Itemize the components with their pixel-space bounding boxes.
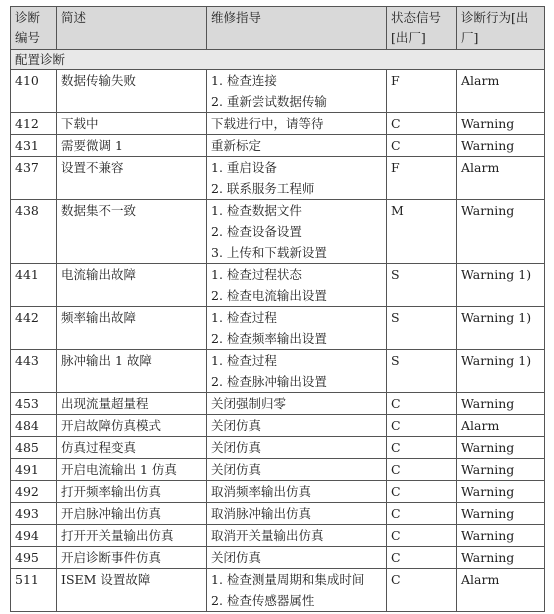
table-row xyxy=(11,135,545,157)
diagnostic-behavior: Warning xyxy=(457,481,545,503)
diagnostic-code: 438 xyxy=(11,200,57,264)
diagnostic-code: 412 xyxy=(11,113,57,135)
diagnostic-code: 442 xyxy=(11,307,57,350)
remedy-cell xyxy=(207,481,387,503)
remedy-cell xyxy=(207,525,387,547)
status-signal: F xyxy=(387,157,457,200)
table-row xyxy=(11,503,545,525)
diagnostic-summary: 设置不兼容 xyxy=(57,157,207,200)
header-status-line: 状态信号 xyxy=(391,10,442,25)
remedy-step: 2. 检查传感器属性 xyxy=(211,593,315,608)
table-row xyxy=(11,547,545,569)
remedy-cell xyxy=(207,113,387,135)
status-signal: C xyxy=(387,481,457,503)
table-row xyxy=(11,569,545,612)
status-signal: C xyxy=(387,437,457,459)
remedy-cell xyxy=(207,569,387,612)
diagnostic-behavior: Alarm xyxy=(457,70,545,113)
diagnostic-behavior: Alarm xyxy=(457,415,545,437)
diagnostic-behavior: Warning 1) xyxy=(457,350,545,393)
diagnostic-summary: 频率输出故障 xyxy=(57,307,207,350)
diagnostic-code: 495 xyxy=(11,547,57,569)
diagnostic-summary: 电流输出故障 xyxy=(57,264,207,307)
remedy-step: 2. 联系服务工程师 xyxy=(211,181,315,196)
status-signal: C xyxy=(387,569,457,612)
remedy-cell xyxy=(207,437,387,459)
diagnostic-code: 431 xyxy=(11,135,57,157)
remedy-cell xyxy=(207,350,387,393)
table-body xyxy=(11,50,545,612)
diagnostic-behavior: Warning 1) xyxy=(457,307,545,350)
remedy-step: 取消脉冲输出仿真 xyxy=(211,506,312,521)
status-signal: C xyxy=(387,415,457,437)
section-title: 配置诊断 xyxy=(11,50,545,70)
remedy-cell xyxy=(207,264,387,307)
diagnostic-summary: 数据集不一致 xyxy=(57,200,207,264)
status-signal: S xyxy=(387,350,457,393)
remedy-step: 3. 上传和下载新设置 xyxy=(211,245,327,260)
table-row xyxy=(11,350,545,393)
remedy-cell xyxy=(207,70,387,113)
header-behavior-line: 厂] xyxy=(461,30,479,45)
remedy-step: 关闭仿真 xyxy=(211,440,262,455)
section-row xyxy=(11,50,545,70)
diagnostic-behavior: Warning xyxy=(457,200,545,264)
diagnostic-behavior: Warning xyxy=(457,525,545,547)
remedy-cell xyxy=(207,459,387,481)
remedy-cell xyxy=(207,415,387,437)
header-status-line: [出厂] xyxy=(391,30,426,45)
remedy-cell xyxy=(207,547,387,569)
status-signal: S xyxy=(387,264,457,307)
remedy-cell xyxy=(207,200,387,264)
diagnostic-behavior: Warning xyxy=(457,547,545,569)
remedy-cell xyxy=(207,157,387,200)
remedy-step: 1. 检查过程状态 xyxy=(211,267,302,282)
status-signal: M xyxy=(387,200,457,264)
header-code-line: 编号 xyxy=(15,30,41,45)
diagnostic-summary: 仿真过程变真 xyxy=(57,437,207,459)
remedy-step: 关闭仿真 xyxy=(211,418,262,433)
remedy-step: 1. 检查过程 xyxy=(211,310,277,325)
table-row xyxy=(11,525,545,547)
status-signal: C xyxy=(387,459,457,481)
diagnostic-code: 441 xyxy=(11,264,57,307)
remedy-step: 1. 检查数据文件 xyxy=(211,203,302,218)
remedy-step: 关闭仿真 xyxy=(211,550,262,565)
table-row xyxy=(11,264,545,307)
remedy-cell xyxy=(207,393,387,415)
remedy-step: 2. 重新尝试数据传输 xyxy=(211,94,327,109)
table-row xyxy=(11,113,545,135)
remedy-cell xyxy=(207,135,387,157)
diagnostic-code: 492 xyxy=(11,481,57,503)
diagnostic-code: 485 xyxy=(11,437,57,459)
diagnostic-behavior: Warning xyxy=(457,437,545,459)
remedy-step: 取消频率输出仿真 xyxy=(211,484,312,499)
diagnostic-behavior: Warning 1) xyxy=(457,264,545,307)
header-summary: 简述 xyxy=(57,7,207,50)
header-remedy: 维修指导 xyxy=(207,7,387,50)
table-row xyxy=(11,481,545,503)
header-behavior xyxy=(457,7,545,50)
diagnostic-behavior: Warning xyxy=(457,459,545,481)
diagnostic-behavior: Alarm xyxy=(457,157,545,200)
diagnostic-behavior: Alarm xyxy=(457,569,545,612)
status-signal: C xyxy=(387,393,457,415)
table-row xyxy=(11,393,545,415)
diagnostic-summary: 出现流量超量程 xyxy=(57,393,207,415)
diagnostic-behavior: Warning xyxy=(457,393,545,415)
remedy-step: 1. 检查测量周期和集成时间 xyxy=(211,572,365,587)
diagnostic-summary: 打开频率输出仿真 xyxy=(57,481,207,503)
remedy-step: 1. 检查过程 xyxy=(211,353,277,368)
remedy-step: 2. 检查电流输出设置 xyxy=(211,288,327,303)
remedy-step: 2. 检查脉冲输出设置 xyxy=(211,374,327,389)
diagnostic-code: 453 xyxy=(11,393,57,415)
header-code-line: 诊断 xyxy=(15,10,41,25)
table-row xyxy=(11,415,545,437)
diagnostic-code: 443 xyxy=(11,350,57,393)
remedy-step: 2. 检查频率输出设置 xyxy=(211,331,327,346)
remedy-step: 重新标定 xyxy=(211,138,262,153)
table-row xyxy=(11,70,545,113)
diagnostic-summary: 数据传输失败 xyxy=(57,70,207,113)
status-signal: C xyxy=(387,135,457,157)
diagnostic-code: 410 xyxy=(11,70,57,113)
header-code xyxy=(11,7,57,50)
remedy-step: 取消开关量输出仿真 xyxy=(211,528,324,543)
table-row xyxy=(11,437,545,459)
header-status-signal xyxy=(387,7,457,50)
diagnostic-summary: 需要微调 1 xyxy=(57,135,207,157)
status-signal: C xyxy=(387,547,457,569)
remedy-step: 下载进行中，请等待 xyxy=(211,116,324,131)
diagnostic-code: 493 xyxy=(11,503,57,525)
remedy-cell xyxy=(207,503,387,525)
diagnostic-code: 484 xyxy=(11,415,57,437)
table-row xyxy=(11,307,545,350)
remedy-step: 1. 检查连接 xyxy=(211,73,277,88)
status-signal: C xyxy=(387,113,457,135)
status-signal: S xyxy=(387,307,457,350)
table-row xyxy=(11,157,545,200)
diagnostic-summary: 开启诊断事件仿真 xyxy=(57,547,207,569)
diagnostic-code: 491 xyxy=(11,459,57,481)
diagnostic-code: 511 xyxy=(11,569,57,612)
diagnostic-summary: 脉冲输出 1 故障 xyxy=(57,350,207,393)
diagnostic-code: 437 xyxy=(11,157,57,200)
diagnostics-table xyxy=(10,6,545,612)
remedy-step: 关闭仿真 xyxy=(211,462,262,477)
remedy-step: 关闭强制归零 xyxy=(211,396,287,411)
diagnostic-behavior: Warning xyxy=(457,135,545,157)
diagnostic-code: 494 xyxy=(11,525,57,547)
remedy-cell xyxy=(207,307,387,350)
remedy-step: 1. 重启设备 xyxy=(211,160,277,175)
diagnostic-summary: 打开开关量输出仿真 xyxy=(57,525,207,547)
diagnostic-summary: 开启故障仿真模式 xyxy=(57,415,207,437)
table-row xyxy=(11,200,545,264)
header-behavior-line: 诊断行为[出 xyxy=(461,10,529,25)
diagnostic-summary: ISEM 设置故障 xyxy=(57,569,207,612)
status-signal: C xyxy=(387,525,457,547)
diagnostic-summary: 开启脉冲输出仿真 xyxy=(57,503,207,525)
diagnostic-behavior: Warning xyxy=(457,113,545,135)
table-row xyxy=(11,459,545,481)
status-signal: F xyxy=(387,70,457,113)
diagnostic-behavior: Warning xyxy=(457,503,545,525)
table-header-row xyxy=(11,7,545,50)
diagnostic-summary: 下载中 xyxy=(57,113,207,135)
diagnostic-summary: 开启电流输出 1 仿真 xyxy=(57,459,207,481)
status-signal: C xyxy=(387,503,457,525)
remedy-step: 2. 检查设备设置 xyxy=(211,224,302,239)
